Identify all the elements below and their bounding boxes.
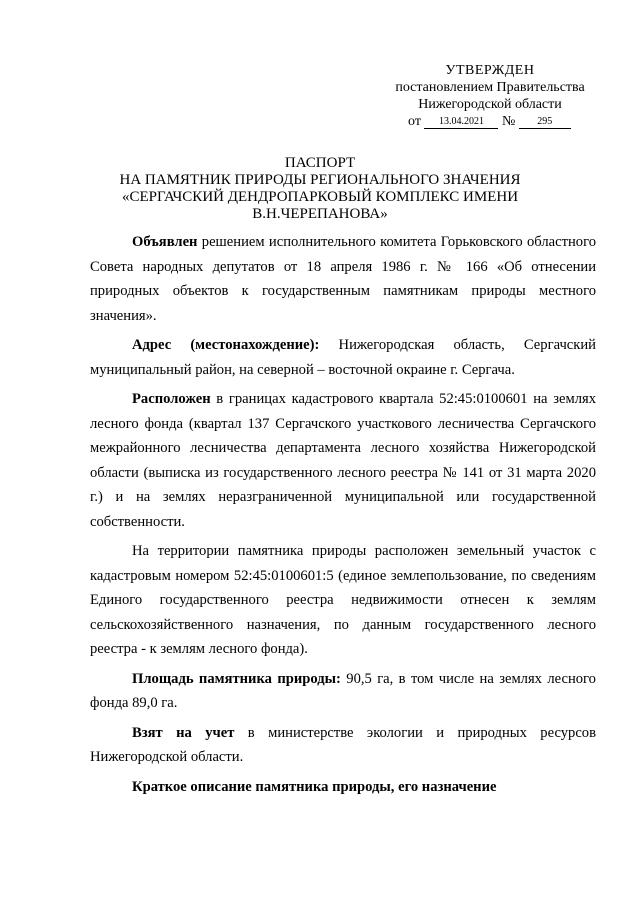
plot-text: На территории памятника природы расположен земельный участок с кадастровым номером 52:45:0100601:5 (единое землепользование, по сведениям Единого государственного реестра недвижимости отнесен к землям сельскохозяйственного назначения, по данным государственного лесного реестра - к землям лесного фонда). xyxy=(90,543,596,657)
area-label: Площадь памятника природы: xyxy=(132,670,341,687)
declared-text: решением исполнительного комитета Горьковского областного Совета народных депутатов от 18 апреля 1986 г. № 166 «Об отнесении природных объектов к государственным памятникам природы местного значения». xyxy=(90,234,596,324)
declared-label: Объявлен xyxy=(132,234,198,250)
approval-line-2: Нижегородской области xyxy=(418,97,562,112)
paragraph-plot xyxy=(90,539,596,662)
registered-text: в министерстве экологии и природных ресурсов Нижегородской области. xyxy=(90,724,596,765)
address-label: Адрес (местонахождение): xyxy=(132,337,320,353)
paragraph-description-heading xyxy=(90,775,596,800)
date-prefix: от xyxy=(408,114,421,129)
approval-stamp xyxy=(380,62,600,130)
number-prefix: № xyxy=(501,114,516,129)
description-heading: Краткое описание памятника природы, его назначение xyxy=(132,778,497,795)
title-line-4: В.Н.ЧЕРЕПАНОВА» xyxy=(252,206,388,222)
approval-number: 295 xyxy=(519,116,571,129)
approval-dateline xyxy=(380,113,600,130)
paragraph-area xyxy=(90,667,596,716)
paragraph-registered xyxy=(90,721,596,770)
paragraph-address xyxy=(90,333,596,382)
area-text: 90,5 га, в том числе на землях лесного фонда 89,0 га. xyxy=(90,670,596,711)
document-title xyxy=(110,155,530,223)
location-label: Расположен xyxy=(132,391,211,407)
registered-label: Взят на учет xyxy=(132,724,235,741)
document-body xyxy=(90,230,596,804)
approval-date: 13.04.2021 xyxy=(424,116,498,129)
paragraph-declared xyxy=(90,230,596,328)
title-line-3: «СЕРГАЧСКИЙ ДЕНДРОПАРКОВЫЙ КОМПЛЕКС ИМЕНИ xyxy=(121,189,519,205)
paragraph-location xyxy=(90,387,596,534)
approval-title: УТВЕРЖДЕН xyxy=(445,63,535,78)
title-line-2: НА ПАМЯТНИК ПРИРОДЫ РЕГИОНАЛЬНОГО ЗНАЧЕНИЯ xyxy=(119,172,521,188)
approval-line-1: постановлением Правительства xyxy=(395,80,585,95)
location-text: в границах кадастрового квартала 52:45:0100601 на землях лесного фонда (квартал 137 Сергачского участкового лесничества Сергачского межрайонного лесничества департамента лесного хозяйства Нижегородской области (выписка из государственного лесного реестра № 141 от 31 марта 2020 г.) и на землях неразграниченной муниципальной или государственной собственности. xyxy=(90,391,596,530)
address-text: Нижегородская область, Сергачский муниципальный район, на северной – восточной окраине г. Сергача. xyxy=(90,337,596,378)
title-line-1: ПАСПОРТ xyxy=(284,155,356,171)
